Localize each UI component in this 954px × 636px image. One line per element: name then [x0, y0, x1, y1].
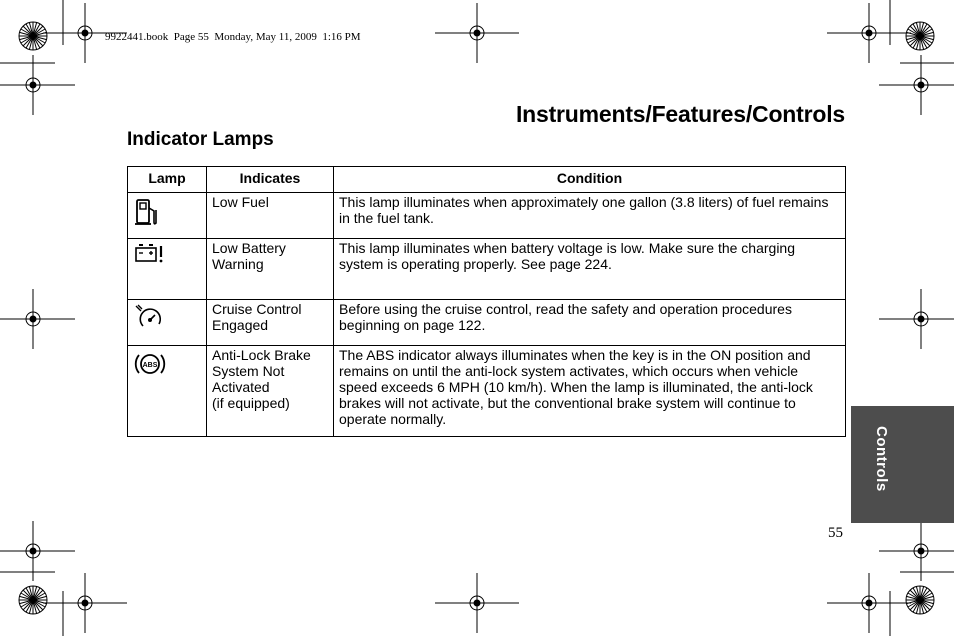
page-number: 55: [828, 525, 843, 541]
column-header-condition: Condition: [334, 167, 846, 193]
table-row: [128, 193, 846, 239]
indicates-cell: Low Fuel: [207, 193, 334, 239]
condition-cell: The ABS indicator always illuminates when the key is in the ON position and remains on until the anti-lock system activates, which occurs when vehicle speed exceeds 6 MPH (10 km/h). When the lamp is illuminated, the anti-lock brakes will not activate, but the conventional brake system will continue to operate normally.: [334, 346, 846, 437]
condition-cell: This lamp illuminates when approximately one gallon (3.8 liters) of fuel remains in the fuel tank.: [334, 193, 846, 239]
fuel-pump-icon: [134, 197, 200, 227]
indicates-line: Anti-Lock Brake: [212, 347, 311, 363]
section-title: Indicator Lamps: [127, 129, 274, 150]
table-row: [128, 239, 846, 300]
indicates-line: System Not: [212, 363, 285, 379]
indicates-line: (if equipped): [212, 395, 290, 411]
column-header-indicates: Indicates: [207, 167, 334, 193]
lamp-cell: [128, 193, 207, 239]
table-row: [128, 346, 846, 437]
chapter-title: Instruments/Features/Controls: [515, 101, 845, 127]
file-header-line: 9922441.book Page 55 Monday, May 11, 2009 1:16 PM: [105, 31, 361, 43]
condition-cell: Before using the cruise control, read the safety and operation procedures beginning on page 122.: [334, 300, 846, 346]
indicates-cell: Cruise Control Engaged: [207, 300, 334, 346]
indicates-line: Activated: [212, 379, 270, 395]
battery-warning-icon: [134, 243, 200, 265]
lamp-cell: [128, 300, 207, 346]
side-tab-label: Controls: [873, 426, 890, 492]
indicates-cell: [207, 346, 334, 437]
cruise-control-icon: [134, 304, 200, 330]
table-row: [128, 300, 846, 346]
abs-icon: [134, 350, 200, 378]
table-header-row: [128, 167, 846, 193]
side-tab-controls: [851, 406, 954, 523]
lamp-cell: [128, 239, 207, 300]
indicator-lamps-table: [127, 166, 846, 437]
abs-icon-label: ABS: [142, 362, 158, 369]
indicates-cell: Low Battery Warning: [207, 239, 334, 300]
lamp-cell: [128, 346, 207, 437]
condition-cell: This lamp illuminates when battery voltage is low. Make sure the charging system is operating properly. See page 224.: [334, 239, 846, 300]
column-header-lamp: Lamp: [128, 167, 207, 193]
